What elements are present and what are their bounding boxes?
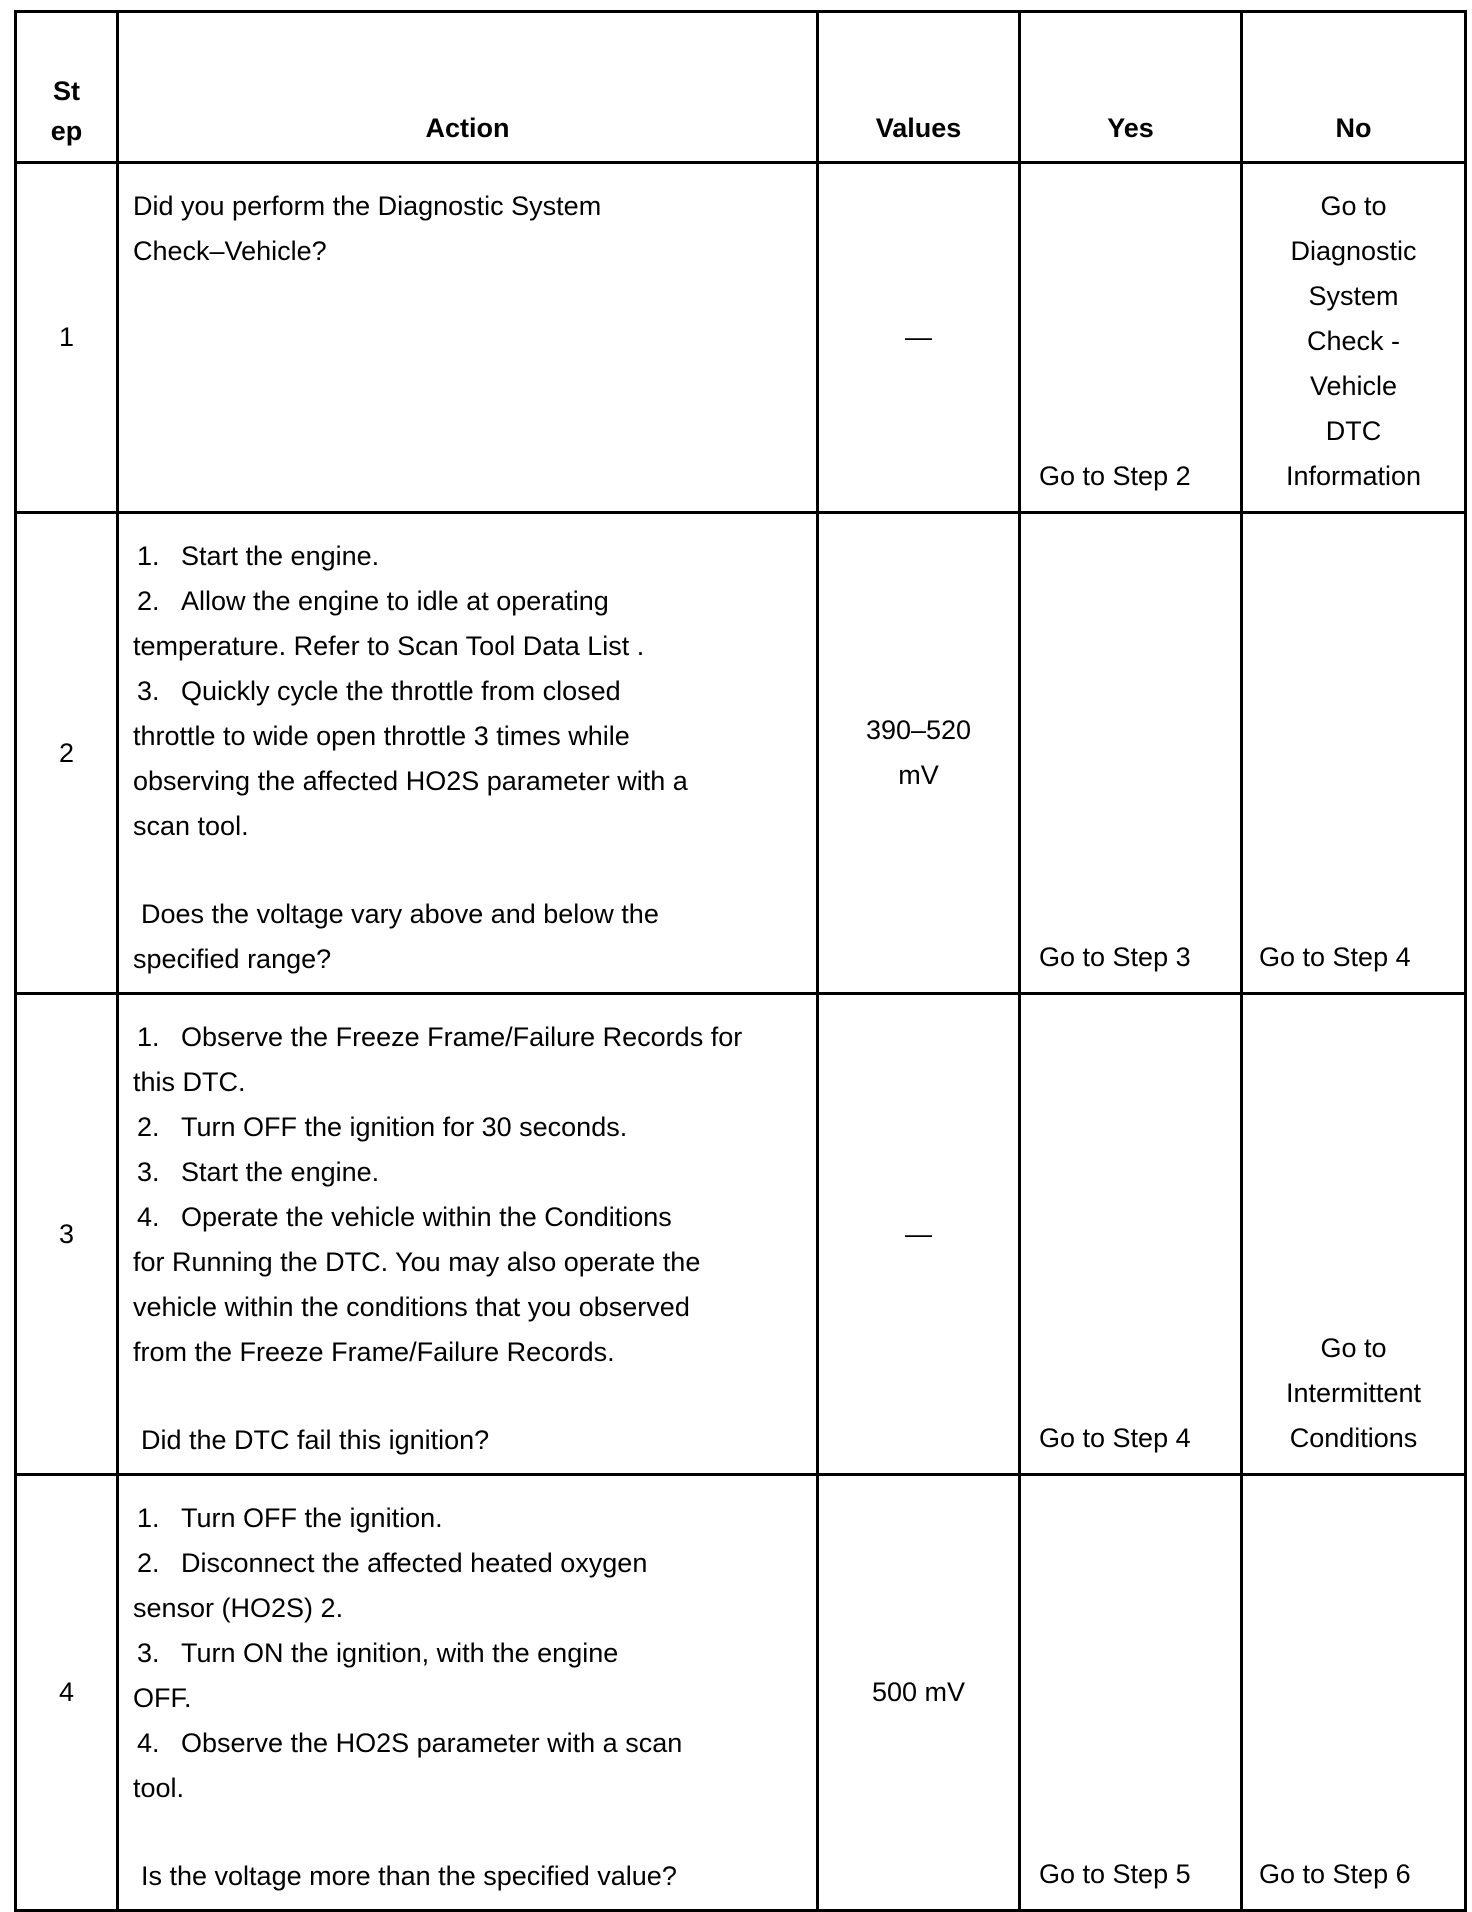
header-action: Action — [118, 12, 818, 163]
header-yes: Yes — [1020, 12, 1242, 163]
header-no: No — [1242, 12, 1466, 163]
values-cell: — — [818, 994, 1020, 1475]
header-values: Values — [818, 12, 1020, 163]
values-cell: — — [818, 163, 1020, 513]
diagnostic-table — [14, 10, 1467, 1912]
question-text: Is the voltage more than the specified value? — [141, 1861, 677, 1891]
yes-cell: Go to Step 2 — [1020, 163, 1242, 513]
step-number: 4 — [16, 1475, 118, 1911]
values-cell: 500 mV — [818, 1475, 1020, 1911]
question-text: Did the DTC fail this ignition? — [141, 1425, 490, 1455]
step-number: 1 — [16, 163, 118, 513]
question-text: Does the voltage vary above and below the — [141, 899, 659, 929]
no-cell: Go to Step 4 — [1242, 513, 1466, 994]
no-cell: Go to Intermittent Conditions — [1242, 994, 1466, 1475]
action-cell: 1. Start the engine. 2. Allow the engine to idle at operating temperature. Refer to Scan Tool Data List . 3. Quickly cycle the throttle from closed throttle to wide open throttle 3 times while observing the affected HO2S parameter with a scan tool. Does the voltage vary above and below the specified range? — [118, 513, 818, 994]
action-cell: 1. Observe the Freeze Frame/Failure Records for this DTC. 2. Turn OFF the ignition for 30 seconds. 3. Start the engine. 4. Operate the vehicle within the Conditions for Running the DTC. You may also operate the vehicle within the conditions that you observed from the Freeze Frame/Failure Records. Did the DTC fail this ignition? — [118, 994, 818, 1475]
no-cell: Go to Step 6 — [1242, 1475, 1466, 1911]
values-cell: 390–520 mV — [818, 513, 1020, 994]
yes-cell: Go to Step 3 — [1020, 513, 1242, 994]
table-row — [16, 994, 1466, 1475]
header-step: St ep — [16, 12, 118, 163]
table-row — [16, 163, 1466, 513]
table-row — [16, 1475, 1466, 1911]
header-row — [16, 12, 1466, 163]
step-number: 2 — [16, 513, 118, 994]
no-cell: Go to Diagnostic System Check - Vehicle DTC Information — [1242, 163, 1466, 513]
action-cell: 1. Turn OFF the ignition. 2. Disconnect the affected heated oxygen sensor (HO2S) 2. 3. Turn ON the ignition, with the engine OFF. 4. Observe the HO2S parameter with a scan tool. Is the voltage more than the specified value? — [118, 1475, 818, 1911]
step-number: 3 — [16, 994, 118, 1475]
yes-cell: Go to Step 5 — [1020, 1475, 1242, 1911]
action-cell: Did you perform the Diagnostic System Check–Vehicle? — [118, 163, 818, 513]
yes-cell: Go to Step 4 — [1020, 994, 1242, 1475]
table-row — [16, 513, 1466, 994]
